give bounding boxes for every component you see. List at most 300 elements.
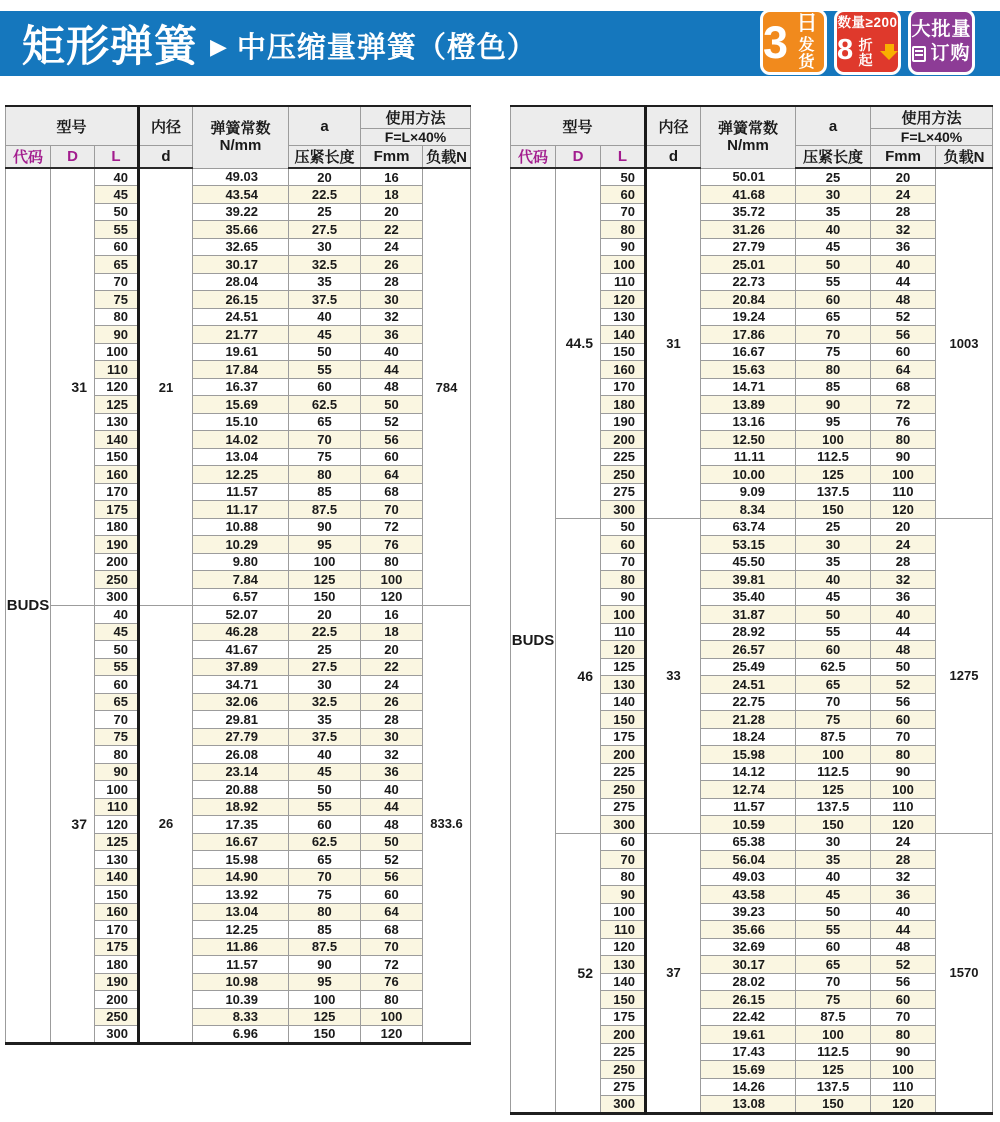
length-cell: 100 bbox=[601, 606, 646, 624]
f-mm-cell: 80 bbox=[871, 746, 936, 764]
length-cell: 300 bbox=[95, 1026, 139, 1044]
spring-rate-cell: 13.04 bbox=[193, 903, 289, 921]
header-usage: 使用方法 bbox=[871, 106, 993, 129]
compressed-length-cell: 137.5 bbox=[796, 1078, 871, 1096]
spring-rate-cell: 26.08 bbox=[193, 746, 289, 764]
compressed-length-cell: 37.5 bbox=[289, 291, 361, 309]
f-mm-cell: 72 bbox=[871, 396, 936, 414]
spring-rate-cell: 37.89 bbox=[193, 658, 289, 676]
compressed-length-cell: 55 bbox=[289, 361, 361, 379]
length-cell: 80 bbox=[95, 308, 139, 326]
length-cell: 70 bbox=[95, 711, 139, 729]
length-cell: 225 bbox=[601, 1043, 646, 1061]
f-mm-cell: 20 bbox=[361, 203, 423, 221]
spring-rate-cell: 25.01 bbox=[701, 256, 796, 274]
spring-rate-cell: 45.50 bbox=[701, 553, 796, 571]
shipping-label: 发货 bbox=[798, 36, 816, 71]
length-cell: 100 bbox=[95, 343, 139, 361]
compressed-length-cell: 35 bbox=[796, 553, 871, 571]
spring-rate-cell: 30.17 bbox=[193, 256, 289, 274]
spring-rate-cell: 15.69 bbox=[193, 396, 289, 414]
spring-rate-cell: 63.74 bbox=[701, 518, 796, 536]
title-main: 矩形弹簧 bbox=[22, 23, 198, 71]
compressed-length-cell: 35 bbox=[289, 711, 361, 729]
code-cell: BUDS bbox=[6, 168, 51, 1043]
badge-3day-shipping bbox=[760, 9, 827, 75]
spring-rate-cell: 18.92 bbox=[193, 798, 289, 816]
spring-rate-cell: 13.04 bbox=[193, 448, 289, 466]
compressed-length-cell: 62.5 bbox=[289, 833, 361, 851]
header-model: 型号 bbox=[511, 106, 646, 146]
length-cell: 200 bbox=[601, 431, 646, 449]
compressed-length-cell: 50 bbox=[796, 606, 871, 624]
f-mm-cell: 32 bbox=[361, 308, 423, 326]
f-mm-cell: 68 bbox=[871, 378, 936, 396]
length-cell: 45 bbox=[95, 186, 139, 204]
compressed-length-cell: 40 bbox=[796, 868, 871, 886]
spring-rate-cell: 8.34 bbox=[701, 501, 796, 519]
length-cell: 140 bbox=[601, 693, 646, 711]
f-mm-cell: 70 bbox=[361, 938, 423, 956]
badge-quantity-discount bbox=[834, 9, 901, 75]
f-mm-cell: 56 bbox=[871, 326, 936, 344]
compressed-length-cell: 85 bbox=[289, 483, 361, 501]
badge-bulk-order bbox=[908, 9, 975, 75]
down-arrow-icon bbox=[880, 44, 898, 60]
spring-rate-cell: 39.23 bbox=[701, 903, 796, 921]
compressed-length-cell: 75 bbox=[796, 711, 871, 729]
f-mm-cell: 90 bbox=[871, 1043, 936, 1061]
length-cell: 200 bbox=[601, 746, 646, 764]
length-cell: 300 bbox=[601, 816, 646, 834]
compressed-length-cell: 75 bbox=[796, 343, 871, 361]
compressed-length-cell: 87.5 bbox=[289, 938, 361, 956]
f-mm-cell: 60 bbox=[871, 711, 936, 729]
length-cell: 150 bbox=[601, 711, 646, 729]
spec-table-left bbox=[5, 105, 471, 1045]
compressed-length-cell: 125 bbox=[289, 571, 361, 589]
f-mm-cell: 26 bbox=[361, 256, 423, 274]
length-cell: 55 bbox=[95, 658, 139, 676]
length-cell: 250 bbox=[95, 571, 139, 589]
header-spring-rate bbox=[193, 106, 289, 168]
header-formula: F=L×40% bbox=[871, 129, 993, 146]
f-mm-cell: 80 bbox=[361, 991, 423, 1009]
spring-rate-cell: 10.88 bbox=[193, 518, 289, 536]
spring-rate-cell: 46.28 bbox=[193, 623, 289, 641]
compressed-length-cell: 35 bbox=[796, 851, 871, 869]
spring-rate-cell: 11.86 bbox=[193, 938, 289, 956]
header-inner-dia: 内径 bbox=[139, 106, 193, 146]
length-cell: 60 bbox=[95, 238, 139, 256]
f-mm-cell: 36 bbox=[361, 326, 423, 344]
length-cell: 130 bbox=[95, 851, 139, 869]
spring-rate-cell: 41.68 bbox=[701, 186, 796, 204]
f-mm-cell: 52 bbox=[871, 308, 936, 326]
f-mm-cell: 20 bbox=[871, 518, 936, 536]
bulk-label: 订购 bbox=[930, 43, 971, 64]
compressed-length-cell: 22.5 bbox=[289, 623, 361, 641]
f-mm-cell: 52 bbox=[361, 413, 423, 431]
compressed-length-cell: 150 bbox=[796, 501, 871, 519]
arrow-right-icon: ▶ bbox=[210, 33, 227, 59]
spring-rate-cell: 10.59 bbox=[701, 816, 796, 834]
compressed-length-cell: 45 bbox=[796, 238, 871, 256]
length-cell: 90 bbox=[601, 886, 646, 904]
outer-dia-cell: 46 bbox=[556, 518, 601, 833]
compressed-length-cell: 27.5 bbox=[289, 658, 361, 676]
spring-rate-cell: 41.67 bbox=[193, 641, 289, 659]
outer-dia-cell: 37 bbox=[51, 606, 95, 1044]
spring-rate-cell: 22.42 bbox=[701, 1008, 796, 1026]
compressed-length-cell: 27.5 bbox=[289, 221, 361, 239]
f-mm-cell: 28 bbox=[871, 553, 936, 571]
spring-rate-cell: 35.66 bbox=[193, 221, 289, 239]
compressed-length-cell: 90 bbox=[289, 956, 361, 974]
f-mm-cell: 120 bbox=[361, 1026, 423, 1044]
length-cell: 100 bbox=[95, 781, 139, 799]
f-mm-cell: 56 bbox=[871, 693, 936, 711]
compressed-length-cell: 35 bbox=[289, 273, 361, 291]
length-cell: 300 bbox=[601, 501, 646, 519]
length-cell: 60 bbox=[601, 833, 646, 851]
f-mm-cell: 22 bbox=[361, 658, 423, 676]
length-cell: 175 bbox=[601, 728, 646, 746]
compressed-length-cell: 62.5 bbox=[289, 396, 361, 414]
spring-rate-cell: 11.17 bbox=[193, 501, 289, 519]
length-cell: 250 bbox=[601, 1061, 646, 1079]
spring-rate-cell: 24.51 bbox=[701, 676, 796, 694]
spring-rate-cell: 12.74 bbox=[701, 781, 796, 799]
spec-table-right bbox=[510, 105, 993, 1115]
length-cell: 170 bbox=[95, 483, 139, 501]
f-mm-cell: 120 bbox=[871, 816, 936, 834]
spring-rate-cell: 28.04 bbox=[193, 273, 289, 291]
f-mm-cell: 44 bbox=[361, 361, 423, 379]
f-mm-cell: 120 bbox=[871, 501, 936, 519]
compressed-length-cell: 50 bbox=[796, 256, 871, 274]
f-mm-cell: 40 bbox=[871, 903, 936, 921]
length-cell: 150 bbox=[95, 886, 139, 904]
length-cell: 130 bbox=[601, 956, 646, 974]
f-mm-cell: 48 bbox=[361, 378, 423, 396]
spring-rate-cell: 30.17 bbox=[701, 956, 796, 974]
spring-rate-cell: 10.00 bbox=[701, 466, 796, 484]
length-cell: 120 bbox=[95, 378, 139, 396]
header-load: 负载N bbox=[936, 146, 993, 169]
compressed-length-cell: 90 bbox=[796, 396, 871, 414]
f-mm-cell: 50 bbox=[361, 396, 423, 414]
spring-rate-cell: 25.49 bbox=[701, 658, 796, 676]
compressed-length-cell: 65 bbox=[796, 676, 871, 694]
spring-rate-cell: 11.57 bbox=[193, 483, 289, 501]
compressed-length-cell: 137.5 bbox=[796, 798, 871, 816]
f-mm-cell: 40 bbox=[361, 343, 423, 361]
length-cell: 140 bbox=[601, 326, 646, 344]
length-cell: 65 bbox=[95, 256, 139, 274]
spring-rate-unit: N/mm bbox=[727, 137, 769, 155]
inner-dia-cell: 31 bbox=[646, 168, 701, 518]
f-mm-cell: 100 bbox=[871, 1061, 936, 1079]
spring-rate-cell: 23.14 bbox=[193, 763, 289, 781]
compressed-length-cell: 137.5 bbox=[796, 483, 871, 501]
spring-rate-cell: 49.03 bbox=[193, 168, 289, 186]
length-cell: 80 bbox=[601, 868, 646, 886]
f-mm-cell: 64 bbox=[361, 466, 423, 484]
length-cell: 140 bbox=[95, 431, 139, 449]
length-cell: 150 bbox=[95, 448, 139, 466]
length-cell: 180 bbox=[95, 956, 139, 974]
compressed-length-cell: 150 bbox=[796, 816, 871, 834]
compressed-length-cell: 32.5 bbox=[289, 693, 361, 711]
f-mm-cell: 70 bbox=[871, 1008, 936, 1026]
inner-dia-cell: 37 bbox=[646, 833, 701, 1113]
spring-rate-cell: 35.40 bbox=[701, 588, 796, 606]
f-mm-cell: 100 bbox=[871, 781, 936, 799]
header-d: d bbox=[139, 146, 193, 169]
compressed-length-cell: 150 bbox=[289, 1026, 361, 1044]
f-mm-cell: 80 bbox=[871, 431, 936, 449]
length-cell: 75 bbox=[95, 291, 139, 309]
length-cell: 45 bbox=[95, 623, 139, 641]
header-fmm: Fmm bbox=[361, 146, 423, 169]
load-cell: 1275 bbox=[936, 518, 993, 833]
compressed-length-cell: 30 bbox=[289, 676, 361, 694]
header-formula: F=L×40% bbox=[361, 129, 471, 146]
spring-rate-cell: 49.03 bbox=[701, 868, 796, 886]
compressed-length-cell: 100 bbox=[289, 991, 361, 1009]
header-model: 型号 bbox=[6, 106, 139, 146]
compressed-length-cell: 125 bbox=[796, 781, 871, 799]
spec-row bbox=[511, 518, 993, 536]
spring-rate-cell: 13.92 bbox=[193, 886, 289, 904]
compressed-length-cell: 40 bbox=[289, 746, 361, 764]
f-mm-cell: 48 bbox=[871, 641, 936, 659]
compressed-length-cell: 30 bbox=[796, 833, 871, 851]
title-sub: 中压缩量弹簧（橙色） bbox=[236, 32, 537, 64]
spec-table-left-body bbox=[6, 168, 471, 1043]
length-cell: 190 bbox=[95, 536, 139, 554]
spring-rate-cell: 35.72 bbox=[701, 203, 796, 221]
spring-rate-cell: 24.51 bbox=[193, 308, 289, 326]
compressed-length-cell: 45 bbox=[289, 763, 361, 781]
spring-rate-cell: 20.88 bbox=[193, 781, 289, 799]
f-mm-cell: 24 bbox=[871, 186, 936, 204]
spring-rate-label: 弹簧常数 bbox=[717, 120, 778, 137]
header-compressed-length: 压紧长度 bbox=[289, 146, 361, 169]
spring-rate-cell: 19.61 bbox=[193, 343, 289, 361]
f-mm-cell: 64 bbox=[361, 903, 423, 921]
f-mm-cell: 90 bbox=[871, 763, 936, 781]
compressed-length-cell: 55 bbox=[796, 273, 871, 291]
compressed-length-cell: 50 bbox=[289, 781, 361, 799]
length-cell: 70 bbox=[601, 203, 646, 221]
length-cell: 250 bbox=[601, 466, 646, 484]
header-a: a bbox=[796, 106, 871, 146]
spring-rate-cell: 12.50 bbox=[701, 431, 796, 449]
length-cell: 125 bbox=[95, 396, 139, 414]
discount-condition: 数量≥200 bbox=[837, 15, 898, 31]
f-mm-cell: 40 bbox=[871, 606, 936, 624]
spec-row bbox=[511, 833, 993, 851]
spring-rate-cell: 32.69 bbox=[701, 938, 796, 956]
compressed-length-cell: 75 bbox=[289, 448, 361, 466]
shipping-unit: 日 bbox=[796, 11, 818, 35]
length-cell: 40 bbox=[95, 606, 139, 624]
code-cell: BUDS bbox=[511, 168, 556, 1113]
spring-rate-cell: 12.25 bbox=[193, 921, 289, 939]
page-title bbox=[0, 13, 537, 74]
f-mm-cell: 24 bbox=[871, 833, 936, 851]
f-mm-cell: 32 bbox=[871, 221, 936, 239]
f-mm-cell: 28 bbox=[871, 851, 936, 869]
spring-rate-cell: 26.15 bbox=[193, 291, 289, 309]
compressed-length-cell: 87.5 bbox=[796, 1008, 871, 1026]
length-cell: 180 bbox=[601, 396, 646, 414]
length-cell: 75 bbox=[95, 728, 139, 746]
length-cell: 55 bbox=[95, 221, 139, 239]
compressed-length-cell: 45 bbox=[796, 588, 871, 606]
f-mm-cell: 44 bbox=[871, 623, 936, 641]
f-mm-cell: 16 bbox=[361, 606, 423, 624]
f-mm-cell: 36 bbox=[871, 886, 936, 904]
f-mm-cell: 52 bbox=[361, 851, 423, 869]
compressed-length-cell: 85 bbox=[289, 921, 361, 939]
compressed-length-cell: 80 bbox=[289, 466, 361, 484]
header-load: 负载N bbox=[423, 146, 471, 169]
spring-rate-cell: 32.06 bbox=[193, 693, 289, 711]
spring-rate-cell: 15.98 bbox=[701, 746, 796, 764]
compressed-length-cell: 45 bbox=[796, 886, 871, 904]
spring-rate-cell: 16.37 bbox=[193, 378, 289, 396]
length-cell: 190 bbox=[95, 973, 139, 991]
compressed-length-cell: 80 bbox=[289, 903, 361, 921]
spec-row bbox=[6, 606, 471, 624]
compressed-length-cell: 32.5 bbox=[289, 256, 361, 274]
spring-rate-cell: 10.29 bbox=[193, 536, 289, 554]
length-cell: 160 bbox=[601, 361, 646, 379]
length-cell: 170 bbox=[95, 921, 139, 939]
compressed-length-cell: 150 bbox=[289, 588, 361, 606]
f-mm-cell: 100 bbox=[361, 571, 423, 589]
length-cell: 160 bbox=[95, 466, 139, 484]
spring-rate-cell: 27.79 bbox=[701, 238, 796, 256]
f-mm-cell: 20 bbox=[871, 168, 936, 186]
compressed-length-cell: 25 bbox=[289, 641, 361, 659]
spring-rate-cell: 14.90 bbox=[193, 868, 289, 886]
spring-rate-cell: 31.87 bbox=[701, 606, 796, 624]
length-cell: 120 bbox=[95, 816, 139, 834]
compressed-length-cell: 85 bbox=[796, 378, 871, 396]
f-mm-cell: 50 bbox=[361, 833, 423, 851]
f-mm-cell: 70 bbox=[871, 728, 936, 746]
spring-rate-cell: 21.28 bbox=[701, 711, 796, 729]
length-cell: 225 bbox=[601, 448, 646, 466]
length-cell: 125 bbox=[95, 833, 139, 851]
length-cell: 90 bbox=[601, 588, 646, 606]
compressed-length-cell: 60 bbox=[289, 816, 361, 834]
f-mm-cell: 40 bbox=[361, 781, 423, 799]
spring-rate-cell: 11.57 bbox=[701, 798, 796, 816]
spring-rate-cell: 39.81 bbox=[701, 571, 796, 589]
compressed-length-cell: 65 bbox=[796, 308, 871, 326]
f-mm-cell: 64 bbox=[871, 361, 936, 379]
compressed-length-cell: 125 bbox=[796, 466, 871, 484]
spring-rate-cell: 14.26 bbox=[701, 1078, 796, 1096]
f-mm-cell: 52 bbox=[871, 676, 936, 694]
f-mm-cell: 76 bbox=[361, 536, 423, 554]
spring-rate-cell: 56.04 bbox=[701, 851, 796, 869]
compressed-length-cell: 50 bbox=[289, 343, 361, 361]
length-cell: 250 bbox=[601, 781, 646, 799]
length-cell: 275 bbox=[601, 1078, 646, 1096]
f-mm-cell: 30 bbox=[361, 728, 423, 746]
length-cell: 110 bbox=[601, 273, 646, 291]
header-code: 代码 bbox=[511, 146, 556, 169]
f-mm-cell: 52 bbox=[871, 956, 936, 974]
length-cell: 70 bbox=[95, 273, 139, 291]
f-mm-cell: 32 bbox=[871, 571, 936, 589]
header-d: d bbox=[646, 146, 701, 169]
f-mm-cell: 68 bbox=[361, 483, 423, 501]
length-cell: 50 bbox=[601, 518, 646, 536]
f-mm-cell: 60 bbox=[871, 343, 936, 361]
spring-rate-cell: 32.65 bbox=[193, 238, 289, 256]
spring-rate-cell: 11.11 bbox=[701, 448, 796, 466]
spring-rate-cell: 13.08 bbox=[701, 1096, 796, 1114]
inner-dia-cell: 26 bbox=[139, 606, 193, 1044]
f-mm-cell: 76 bbox=[871, 413, 936, 431]
spring-rate-cell: 14.02 bbox=[193, 431, 289, 449]
length-cell: 175 bbox=[601, 1008, 646, 1026]
spring-rate-cell: 28.92 bbox=[701, 623, 796, 641]
length-cell: 70 bbox=[601, 553, 646, 571]
length-cell: 170 bbox=[601, 378, 646, 396]
length-cell: 300 bbox=[601, 1096, 646, 1114]
spring-rate-cell: 31.26 bbox=[701, 221, 796, 239]
f-mm-cell: 72 bbox=[361, 518, 423, 536]
compressed-length-cell: 65 bbox=[289, 851, 361, 869]
f-mm-cell: 28 bbox=[361, 273, 423, 291]
spring-rate-cell: 22.75 bbox=[701, 693, 796, 711]
spring-rate-cell: 65.38 bbox=[701, 833, 796, 851]
length-cell: 70 bbox=[601, 851, 646, 869]
header-spring-rate bbox=[701, 106, 796, 168]
spring-rate-cell: 28.02 bbox=[701, 973, 796, 991]
spring-rate-cell: 15.98 bbox=[193, 851, 289, 869]
compressed-length-cell: 45 bbox=[289, 326, 361, 344]
compressed-length-cell: 70 bbox=[289, 431, 361, 449]
spring-rate-cell: 53.15 bbox=[701, 536, 796, 554]
compressed-length-cell: 100 bbox=[289, 553, 361, 571]
header-a: a bbox=[289, 106, 361, 146]
compressed-length-cell: 55 bbox=[289, 798, 361, 816]
compressed-length-cell: 100 bbox=[796, 1026, 871, 1044]
spring-rate-cell: 8.33 bbox=[193, 1008, 289, 1026]
f-mm-cell: 80 bbox=[361, 553, 423, 571]
f-mm-cell: 100 bbox=[361, 1008, 423, 1026]
length-cell: 90 bbox=[95, 326, 139, 344]
compressed-length-cell: 37.5 bbox=[289, 728, 361, 746]
outer-dia-cell: 52 bbox=[556, 833, 601, 1113]
length-cell: 65 bbox=[95, 693, 139, 711]
header-fmm: Fmm bbox=[871, 146, 936, 169]
compressed-length-cell: 20 bbox=[289, 168, 361, 186]
spring-rate-cell: 34.71 bbox=[193, 676, 289, 694]
compressed-length-cell: 75 bbox=[289, 886, 361, 904]
spring-rate-cell: 12.25 bbox=[193, 466, 289, 484]
spring-rate-label: 弹簧常数 bbox=[210, 120, 271, 137]
